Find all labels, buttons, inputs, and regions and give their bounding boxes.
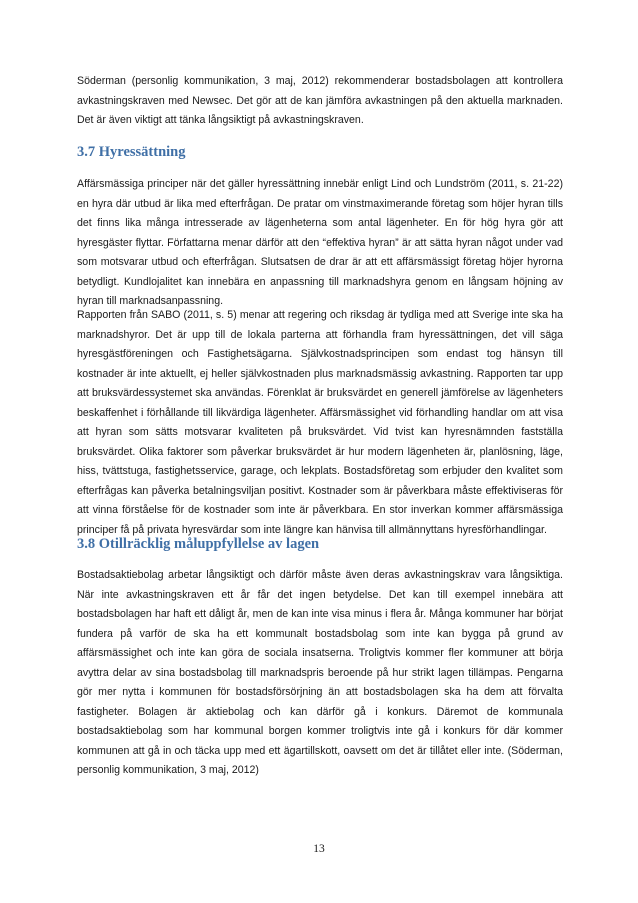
section-heading-3-7: 3.7 Hyressättning (77, 144, 186, 160)
section-3-7-paragraph-1-block (77, 175, 563, 312)
section-heading-3-8: 3.8 Otillräcklig måluppfyllelse av lagen (77, 536, 320, 552)
section-3-8-paragraph-1: Bostadsaktiebolag arbetar långsiktigt och därför måste även deras avkastningskrav vara långsiktiga. När inte avkastningskraven ett år får det ingen betydelse. Det kan till exempel innebära att bostadsbolagen har haft ett dåligt år, men de kan inte visa minus i flera år. Många kommuner har börjat fundera på varför de ska ha ett kommunalt bostadsbolag som inte kan bygga på grund av affärsmässighet och inte kan göra de sociala insatserna. Troligtvis kommer fler kommuner att börja avyttra delar av sina bostadsbolag till marknadspris beroende på hur strikt lagen tillämpas. Pengarna gör mer nytta i kommunen för bostadsförsörjning än att bostadsbolagen ska ha dem att förvalta fastigheter. Bolagen är aktiebolag och kan därför gå i konkurs. Däremot de kommunala bostadsaktiebolag som har kommunal borgen kommer troligtvis inte gå i konkurs för där kommer kommunen att gå in och täcka upp med ett ägartillskott, oavsett om det är tillåtet eller inte. (Söderman, personlig kommunikation, 3 maj, 2012) (77, 569, 563, 776)
section-3-7-paragraph-2: Rapporten från SABO (2011, s. 5) menar att regering och riksdag är tydliga med att Sverige inte ska ha marknadshyror. Det är upp till de lokala parterna att förhandla fram hyressättningen, det vill säga hyresgästföreningen och Fastighetsägarna. Självkostnadsprincipen som endast tog hänsyn till kostnader är inte aktuellt, ej heller självkostnaden plus marknadsmässig avkastning. Rapporten tar upp att bruksvärdessystemet ska användas. Förenklat är bruksvärdet en generell jämförelse av lägenheters beskaffenhet i förhållande till likvärdiga lägenheter. Affärsmässighet vid förhandling handlar om att visa att hyran som sätts motsvarar kvaliteten på bruksvärdet. Vid tvist kan hyresnämnden fastställa bruksvärdet. Olika faktorer som påverkar bruksvärdet är hur modern lägenheten är, planlösning, läge, hiss, tvättstuga, fastighetsservice, garage, och lekplats. Bostadsföretag som erbjuder den kvalitet som efterfrågas kan påverka betalningsviljan positivt. Kostnader som är påverkbara måste effektiviseras för att vinna förståelse för de kostnader som inte är påverkbara. En stor inverkan kommer affärsmässiga principer få på privata hyresvärdar som inte längre kan hänvisa till allmännyttans hyresförhandlingar. (77, 309, 563, 536)
section-3-7-paragraph-1: Affärsmässiga principer när det gäller hyressättning innebär enligt Lind och Lundström (2011, s. 21-22) en hyra där utbud är lika med efterfrågan. De pratar om vinstmaximerande företag som höjer hyran tills det finns lika många intresserade av lägenheterna som antal lägenheter. En för hög hyra gör att hyresgäster flyttar. Författarna menar därför att den “effektiva hyran” är att sätta hyran något under vad som motsvarar utbud och efterfrågan. Slutsatsen de drar är att ett affärsmässigt företag höjer hyrorna betydligt. Kundlojalitet kan innebära en anpassning till marknadshyra genom en långsam höjning av hyran till marknadsanpassning. (77, 178, 563, 307)
section-3-8-paragraph-1-block (77, 566, 563, 781)
intro-block (77, 72, 563, 131)
page-number: 13 (313, 843, 325, 855)
intro-paragraph: Söderman (personlig kommunikation, 3 maj, 2012) rekommenderar bostadsbolagen att kontrollera avkastningskraven med Newsec. Det gör att de kan jämföra avkastningen på den aktuella marknaden. Det är även viktigt att tänka långsiktigt på avkastningskraven. (77, 75, 563, 126)
section-3-7-paragraph-2-block (77, 306, 563, 540)
